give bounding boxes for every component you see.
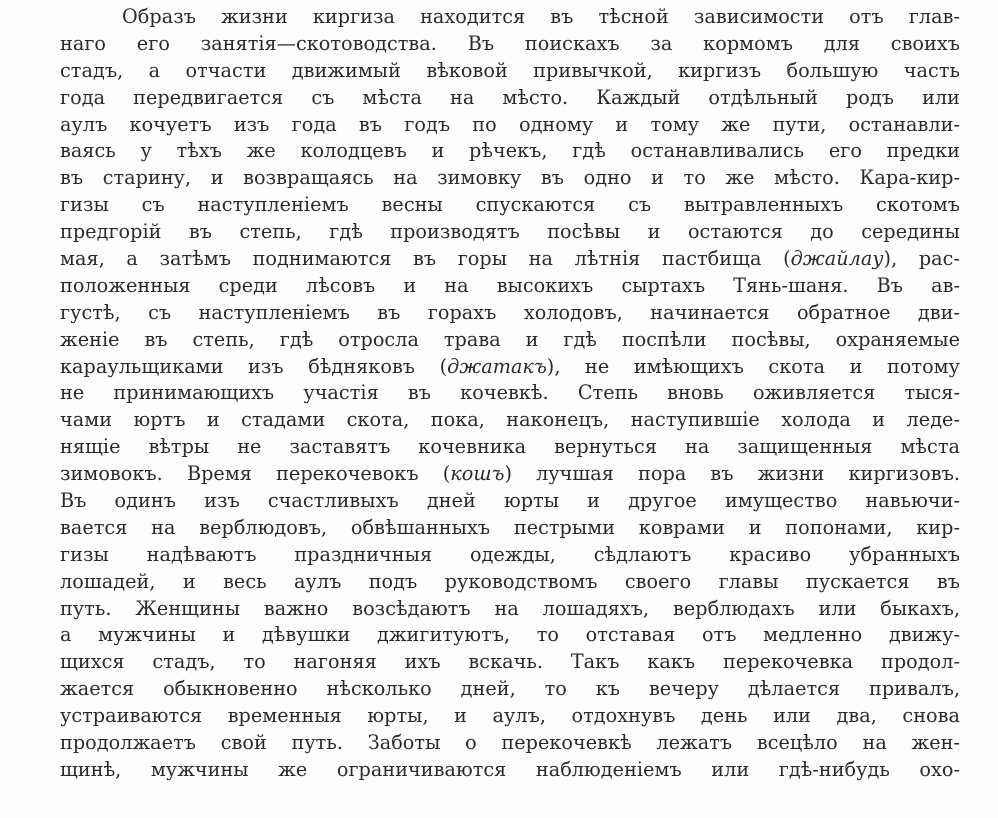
text-segment: ), рас- xyxy=(883,247,960,271)
text-line: лошадей, и весь аулъ подъ руководствомъ своего главы пускается въ xyxy=(60,569,960,593)
paragraph xyxy=(60,4,960,784)
text-line: аулъ кочуетъ изъ года въ годъ по одному и тому же пути, останавли- xyxy=(60,112,960,136)
text-segment: мая, а затѣмъ поднимаются въ горы на лѣтнія пастбища ( xyxy=(60,247,791,271)
text-line: густѣ, съ наступленіемъ въ горахъ холодовъ, начинается обратное дви- xyxy=(60,300,960,324)
text-line xyxy=(60,246,960,273)
text-line: гизы надѣваютъ праздничныя одежды, сѣдлаютъ красиво убранныхъ xyxy=(60,542,960,566)
text-line: положенныя среди лѣсовъ и на высокихъ сыртахъ Тянь-шаня. Въ ав- xyxy=(60,273,960,297)
text-line: нящіе вѣтры не заставятъ кочевника вернуться на защищенныя мѣста xyxy=(60,435,960,459)
text-line: не принимающихъ участія въ кочевкѣ. Степь вновь оживляется тыся- xyxy=(60,381,960,405)
text-line xyxy=(60,354,960,381)
text-line: устраиваются временныя юрты, и аулъ, отдохнувъ день или два, снова xyxy=(60,704,960,728)
text-line: предгорій въ степь, гдѣ производятъ посѣвы и остаются до середины xyxy=(60,220,960,244)
text-line: щинѣ, мужчины же ограничиваются наблюденіемъ или гдѣ-нибудь охо- xyxy=(60,757,960,781)
text-line: женіе въ степь, гдѣ отросла трава и гдѣ поспѣли посѣвы, охраняемые xyxy=(60,327,960,351)
text-line: Въ одинъ изъ счастливыхъ дней юрты и другое имущество навьючи- xyxy=(60,489,960,513)
text-segment: караульщиками изъ бѣдняковъ ( xyxy=(60,354,448,378)
text-line: а мужчины и дѣвушки джигитуютъ, то отставая отъ медленно движу- xyxy=(60,623,960,647)
text-segment: зимовокъ. Время перекочевокъ ( xyxy=(60,462,451,486)
text-line: вается на верблюдовъ, обвѣшанныхъ пестрыми коврами и попонами, кир- xyxy=(60,515,960,539)
text-line: гизы съ наступленіемъ весны спускаются съ вытравленныхъ скотомъ xyxy=(60,193,960,217)
italic-term-kosh: кошъ xyxy=(450,462,505,486)
text-segment: ), не имѣющихъ скота и потому xyxy=(546,354,960,378)
text-line: года передвигается съ мѣста на мѣсто. Каждый отдѣльный родъ или xyxy=(60,85,960,109)
text-line: наго его занятія—скотоводства. Въ поискахъ за кормомъ для своихъ xyxy=(60,31,960,55)
text-line: ваясь у тѣхъ же колодцевъ и рѣчекъ, гдѣ останавливались его предки xyxy=(60,139,960,163)
text-line: продолжаетъ свой путь. Заботы о перекочевкѣ лежатъ всецѣло на жен- xyxy=(60,731,960,755)
text-line: жается обыкновенно нѣсколько дней, то къ вечеру дѣлается привалъ, xyxy=(60,677,960,701)
text-line: чами юртъ и стадами скота, пока, наконецъ, наступившіе холода и леде- xyxy=(60,408,960,432)
text-line: Образъ жизни киргиза находится въ тѣсной зависимости отъ глав- xyxy=(122,5,960,28)
italic-term-djailau: джайлау xyxy=(790,247,884,271)
text-segment: ) лучшая пора въ жизни киргизовъ. xyxy=(504,462,961,486)
italic-term-djatak: джатакъ xyxy=(447,354,547,378)
text-line: въ старину, и возвращаясь на зимовку въ одно и то же мѣсто. Кара-кир- xyxy=(60,166,960,190)
text-line xyxy=(60,461,960,488)
text-line: стадъ, а отчасти движимый вѣковой привычкой, киргизъ большую часть xyxy=(60,58,960,82)
text-line: щихся стадъ, то нагоняя ихъ вскачь. Такъ какъ перекочевка продол- xyxy=(60,650,960,674)
text-line: путь. Женщины важно возсѣдаютъ на лошадяхъ, верблюдахъ или быкахъ, xyxy=(60,596,960,620)
